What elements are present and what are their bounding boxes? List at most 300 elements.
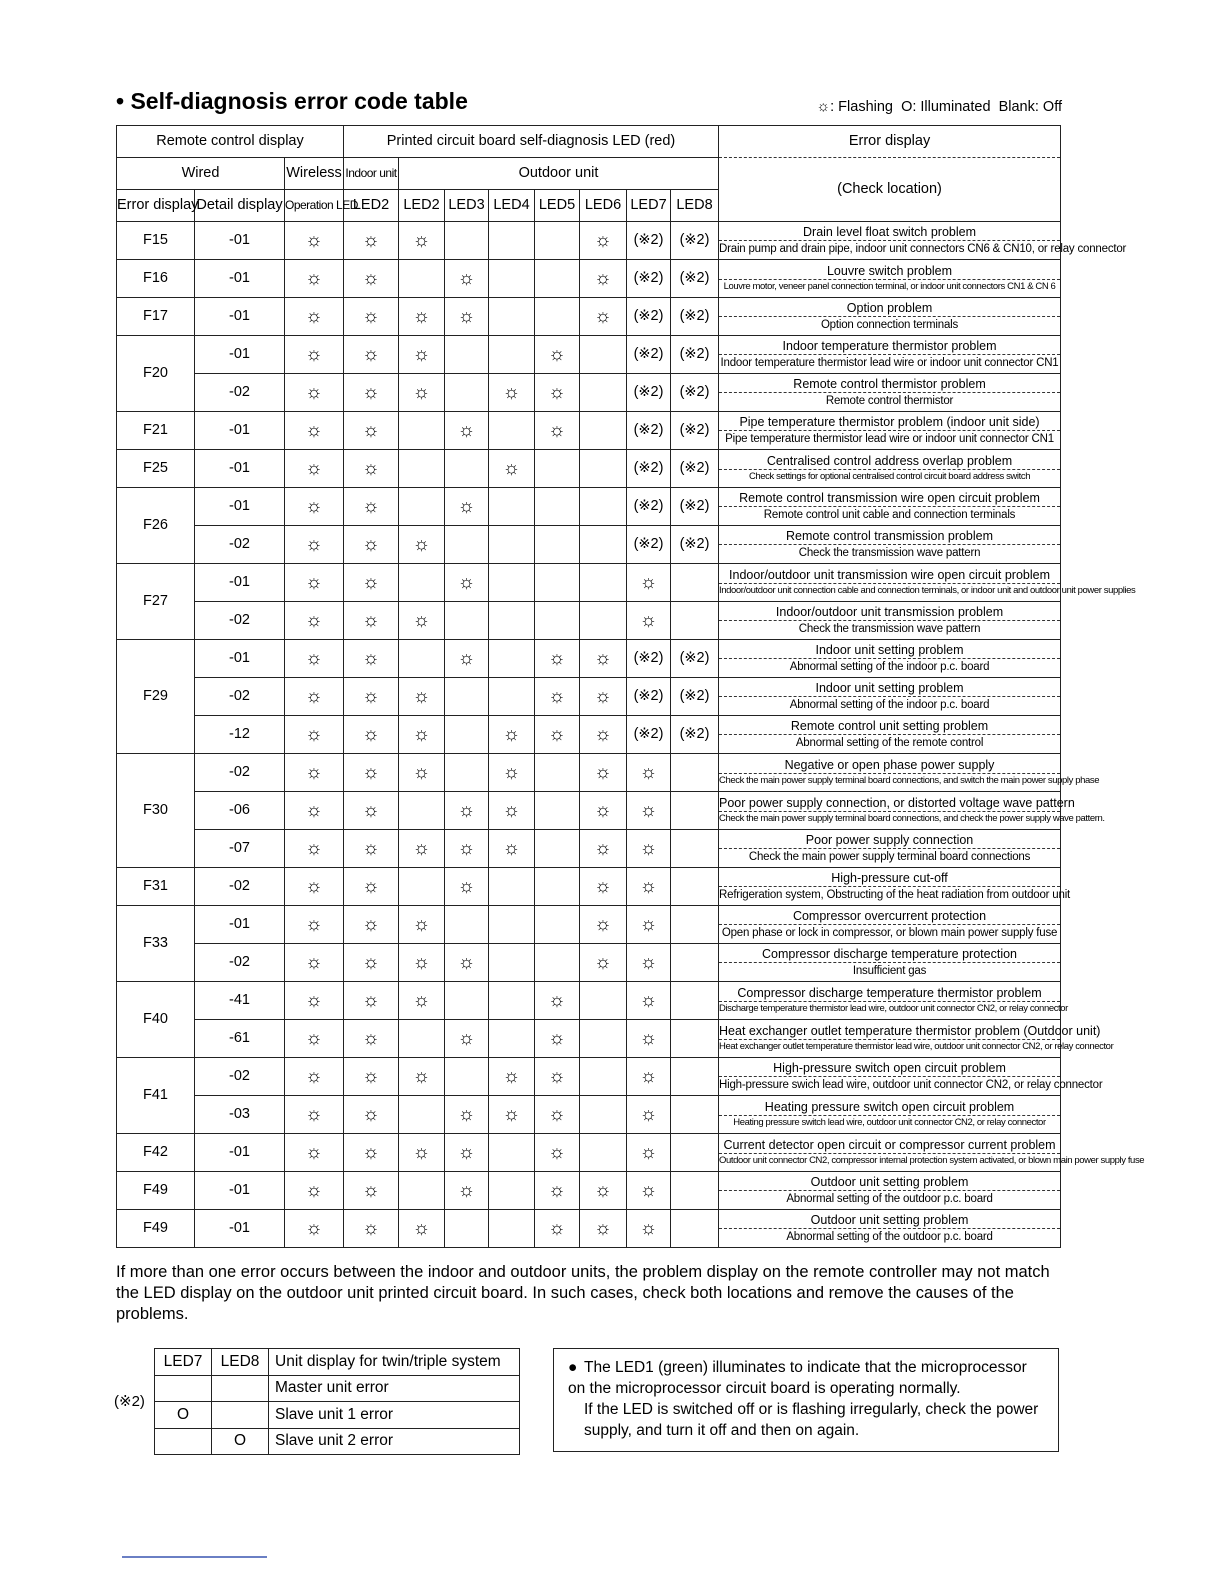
twin-header: LED8 xyxy=(212,1349,269,1376)
led-off-cell xyxy=(580,526,627,564)
check-location-text: Heat exchanger outlet temperature thermistor lead wire, outdoor unit connector CN2, or relay connector xyxy=(719,1041,1114,1053)
check-location-text: Louvre motor, veneer panel connection terminal, or indoor unit connectors CN1 & CN 6 xyxy=(723,281,1056,293)
flashing-led-icon: ☼ xyxy=(285,450,344,488)
flashing-led-icon: ☼ xyxy=(627,1096,671,1134)
led-off-cell xyxy=(399,260,445,298)
flashing-led-icon: ☼ xyxy=(535,1172,580,1210)
led-off-cell xyxy=(580,412,627,450)
led1-note-line2: If the LED is switched off or is flashing irregularly, check the power supply, and turn it off and then on again. xyxy=(584,1401,1039,1439)
led-off-cell xyxy=(445,374,489,412)
header-remote: Remote control display xyxy=(117,126,344,158)
led-off-cell xyxy=(671,754,719,792)
error-description xyxy=(719,906,1061,944)
twin-cell xyxy=(155,1428,212,1455)
problem-text: Indoor unit setting problem xyxy=(719,644,1060,659)
flashing-led-icon: ☼ xyxy=(344,1096,399,1134)
error-description xyxy=(719,830,1061,868)
led-off-cell xyxy=(671,1210,719,1248)
multiple-error-note: If more than one error occurs between the indoor and outdoor units, the problem display on the remote controller may not match the LED display on the outdoor unit printed circuit board. In such cases, check both locations and remove the causes of the problems. xyxy=(116,1263,1050,1323)
error-row xyxy=(117,1210,1061,1248)
led-off-cell xyxy=(399,564,445,602)
flashing-led-icon: ☼ xyxy=(344,830,399,868)
error-description xyxy=(719,1172,1061,1210)
led-off-cell xyxy=(535,830,580,868)
led-off-cell xyxy=(580,1058,627,1096)
flashing-led-icon: ☼ xyxy=(489,716,535,754)
error-description xyxy=(719,222,1127,260)
header-led-outdoor: LED3 xyxy=(445,190,489,222)
check-location-text: Discharge temperature thermistor lead wire, outdoor unit connector CN2, or relay connector xyxy=(719,1003,1068,1015)
error-row xyxy=(117,792,1061,830)
flashing-led-icon: ☼ xyxy=(285,1134,344,1172)
twin-note-mark: (※2) xyxy=(671,336,719,374)
error-row xyxy=(117,906,1061,944)
error-row xyxy=(117,450,1061,488)
twin-note-mark: (※2) xyxy=(671,526,719,564)
flashing-led-icon: ☼ xyxy=(535,374,580,412)
check-location-text: Check the transmission wave pattern xyxy=(798,623,981,636)
flashing-led-icon: ☼ xyxy=(580,716,627,754)
problem-text: Negative or open phase power supply xyxy=(719,759,1060,774)
header-led-outdoor: LED4 xyxy=(489,190,535,222)
flashing-led-icon: ☼ xyxy=(399,602,445,640)
header-check-location: (Check location) xyxy=(719,158,1061,222)
led-off-cell xyxy=(445,450,489,488)
error-description xyxy=(719,640,1061,678)
twin-note-mark: (※2) xyxy=(671,488,719,526)
led-off-cell xyxy=(399,1096,445,1134)
flashing-led-icon: ☼ xyxy=(399,336,445,374)
check-location-text: Check settings for optional centralised control circuit board address switch xyxy=(748,471,1031,483)
flashing-led-icon: ☼ xyxy=(627,868,671,906)
problem-text: Compressor discharge temperature thermistor problem xyxy=(719,987,1060,1002)
detail-code: -02 xyxy=(195,1058,285,1096)
check-location-text: Indoor temperature thermistor lead wire or indoor unit connector CN1 xyxy=(720,357,1059,370)
flashing-led-icon: ☼ xyxy=(285,716,344,754)
flashing-led-icon: ☼ xyxy=(285,488,344,526)
flashing-led-icon: ☼ xyxy=(627,830,671,868)
check-location-text: Outdoor unit connector CN2, compressor internal protection system activated, or blown main power supply fuse xyxy=(719,1155,1145,1167)
led-off-cell xyxy=(399,412,445,450)
flashing-led-icon: ☼ xyxy=(285,944,344,982)
problem-text: Compressor discharge temperature protection xyxy=(719,948,1060,963)
header-outdoor-unit: Outdoor unit xyxy=(399,158,719,190)
led-off-cell xyxy=(399,868,445,906)
flashing-led-icon: ☼ xyxy=(535,1058,580,1096)
led-off-cell xyxy=(671,602,719,640)
problem-text: Centralised control address overlap problem xyxy=(719,455,1060,470)
flashing-led-icon: ☼ xyxy=(344,488,399,526)
twin-note-mark: (※2) xyxy=(627,298,671,336)
problem-text: Remote control unit setting problem xyxy=(719,720,1060,735)
flashing-led-icon: ☼ xyxy=(344,1020,399,1058)
flashing-led-icon: ☼ xyxy=(580,678,627,716)
led-off-cell xyxy=(671,982,719,1020)
flashing-led-icon: ☼ xyxy=(580,260,627,298)
flashing-led-icon: ☼ xyxy=(344,260,399,298)
flashing-led-icon: ☼ xyxy=(535,1134,580,1172)
flashing-led-icon: ☼ xyxy=(445,488,489,526)
error-description xyxy=(719,1058,1103,1096)
error-row xyxy=(117,1172,1061,1210)
flashing-led-icon: ☼ xyxy=(285,678,344,716)
flashing-led-icon: ☼ xyxy=(399,1210,445,1248)
led-off-cell xyxy=(535,526,580,564)
error-row xyxy=(117,640,1061,678)
error-code: F26 xyxy=(117,488,195,564)
led-off-cell xyxy=(445,526,489,564)
detail-code: -01 xyxy=(195,1172,285,1210)
twin-header: Unit display for twin/triple system xyxy=(269,1349,520,1376)
led-off-cell xyxy=(671,1020,719,1058)
flashing-led-icon: ☼ xyxy=(627,1020,671,1058)
flashing-led-icon: ☼ xyxy=(535,1020,580,1058)
flashing-led-icon: ☼ xyxy=(445,830,489,868)
led-off-cell xyxy=(535,298,580,336)
twin-cell: O xyxy=(155,1402,212,1429)
led-off-cell xyxy=(445,754,489,792)
detail-code: -61 xyxy=(195,1020,285,1058)
twin-cell: Master unit error xyxy=(269,1375,520,1402)
led-off-cell xyxy=(489,1172,535,1210)
flashing-led-icon: ☼ xyxy=(285,1210,344,1248)
flashing-led-icon: ☼ xyxy=(344,1134,399,1172)
led-off-cell xyxy=(671,868,719,906)
error-code: F31 xyxy=(117,868,195,906)
footer-divider xyxy=(122,1556,267,1558)
flashing-led-icon: ☼ xyxy=(580,944,627,982)
error-code: F33 xyxy=(117,906,195,982)
error-row xyxy=(117,488,1061,526)
flashing-led-icon: ☼ xyxy=(285,336,344,374)
detail-code: -03 xyxy=(195,1096,285,1134)
problem-text: Remote control transmission problem xyxy=(719,530,1060,545)
twin-system-table xyxy=(154,1348,520,1455)
led-off-cell xyxy=(671,564,719,602)
flashing-led-icon: ☼ xyxy=(627,982,671,1020)
led-off-cell xyxy=(535,906,580,944)
error-row xyxy=(117,260,1061,298)
flashing-led-icon: ☼ xyxy=(489,792,535,830)
flashing-led-icon: ☼ xyxy=(285,982,344,1020)
problem-text: High-pressure switch open circuit problem xyxy=(719,1062,1060,1077)
twin-note-mark: (※2) xyxy=(671,222,719,260)
error-description xyxy=(719,336,1061,374)
flashing-led-icon: ☼ xyxy=(285,564,344,602)
flashing-led-icon: ☼ xyxy=(489,1058,535,1096)
led-off-cell xyxy=(489,412,535,450)
problem-text: Heat exchanger outlet temperature thermistor problem (Outdoor unit) xyxy=(719,1025,1060,1040)
flashing-led-icon: ☼ xyxy=(580,222,627,260)
problem-text: Compressor overcurrent protection xyxy=(719,910,1060,925)
header-wired: Wired xyxy=(117,158,285,190)
flashing-led-icon: ☼ xyxy=(445,412,489,450)
check-location-text: Check the main power supply terminal board connections, and switch the main power supply phase xyxy=(719,775,1100,787)
error-code: F17 xyxy=(117,298,195,336)
flashing-led-icon: ☼ xyxy=(344,564,399,602)
error-row xyxy=(117,336,1061,374)
flashing-led-icon: ☼ xyxy=(285,1020,344,1058)
detail-code: -06 xyxy=(195,792,285,830)
flashing-led-icon: ☼ xyxy=(344,602,399,640)
led-off-cell xyxy=(399,1020,445,1058)
flashing-led-icon: ☼ xyxy=(580,298,627,336)
error-description xyxy=(719,1096,1061,1134)
led-off-cell xyxy=(445,602,489,640)
twin-note-mark: (※2) xyxy=(627,640,671,678)
flashing-led-icon: ☼ xyxy=(344,792,399,830)
problem-text: Option problem xyxy=(719,302,1060,317)
check-location-text: Abnormal setting of the outdoor p.c. board xyxy=(786,1193,993,1206)
led-off-cell xyxy=(580,1020,627,1058)
error-row xyxy=(117,1096,1061,1134)
flashing-led-icon: ☼ xyxy=(399,830,445,868)
flashing-led-icon: ☼ xyxy=(489,754,535,792)
flashing-led-icon: ☼ xyxy=(285,602,344,640)
check-location-text: Refrigeration system, Obstructing of the heat radiation from outdoor unit xyxy=(719,889,1071,902)
led-off-cell xyxy=(445,906,489,944)
twin-note-mark: (※2) xyxy=(627,374,671,412)
led-off-cell xyxy=(489,906,535,944)
led-off-cell xyxy=(580,602,627,640)
header-detail-col: Detail display xyxy=(195,190,285,222)
led-off-cell xyxy=(489,944,535,982)
flashing-led-icon: ☼ xyxy=(399,982,445,1020)
error-row xyxy=(117,830,1061,868)
flashing-led-icon: ☼ xyxy=(285,906,344,944)
error-row xyxy=(117,602,1061,640)
flashing-led-icon: ☼ xyxy=(344,1210,399,1248)
led-off-cell xyxy=(489,298,535,336)
twin-note-mark: (※2) xyxy=(627,488,671,526)
problem-text: Current detector open circuit or compressor current problem xyxy=(719,1139,1060,1154)
led-off-cell xyxy=(489,602,535,640)
led-off-cell xyxy=(535,868,580,906)
flashing-led-icon: ☼ xyxy=(580,640,627,678)
problem-text: Heating pressure switch open circuit problem xyxy=(719,1101,1060,1116)
flashing-led-icon: ☼ xyxy=(535,640,580,678)
error-description xyxy=(719,1134,1145,1172)
header-error-col: Error display xyxy=(117,190,195,222)
problem-text: Remote control transmission wire open circuit problem xyxy=(719,492,1060,507)
flashing-led-icon: ☼ xyxy=(445,564,489,602)
flashing-led-icon: ☼ xyxy=(399,1058,445,1096)
bullet-icon: ● xyxy=(568,1359,578,1376)
detail-code: -01 xyxy=(195,298,285,336)
flashing-led-icon: ☼ xyxy=(445,260,489,298)
problem-text: Pipe temperature thermistor problem (indoor unit side) xyxy=(719,416,1060,431)
flashing-led-icon: ☼ xyxy=(580,1210,627,1248)
flashing-led-icon: ☼ xyxy=(344,1172,399,1210)
led-off-cell xyxy=(580,374,627,412)
twin-cell: Slave unit 2 error xyxy=(269,1428,520,1455)
flashing-led-icon: ☼ xyxy=(580,868,627,906)
error-code: F15 xyxy=(117,222,195,260)
led-off-cell xyxy=(671,906,719,944)
flashing-led-icon: ☼ xyxy=(445,1134,489,1172)
flashing-led-icon: ☼ xyxy=(344,982,399,1020)
check-location-text: Heating pressure switch lead wire, outdoor unit connector CN2, or relay connector xyxy=(733,1117,1046,1129)
flashing-led-icon: ☼ xyxy=(399,222,445,260)
flashing-led-icon: ☼ xyxy=(627,564,671,602)
flashing-led-icon: ☼ xyxy=(344,754,399,792)
flashing-led-icon: ☼ xyxy=(489,450,535,488)
led-off-cell xyxy=(489,526,535,564)
detail-code: -01 xyxy=(195,260,285,298)
check-location-text: Drain pump and drain pipe, indoor unit connectors CN6 & CN10, or relay connector xyxy=(719,243,1127,256)
led-off-cell xyxy=(489,488,535,526)
led-off-cell xyxy=(671,830,719,868)
led-off-cell xyxy=(535,488,580,526)
check-location-text: Abnormal setting of the remote control xyxy=(795,737,984,750)
problem-text: Louvre switch problem xyxy=(719,265,1060,280)
led-off-cell xyxy=(489,678,535,716)
header-led-outdoor: LED8 xyxy=(671,190,719,222)
flashing-led-icon: ☼ xyxy=(285,792,344,830)
error-row xyxy=(117,298,1061,336)
problem-text: Indoor/outdoor unit transmission wire open circuit problem xyxy=(719,569,1060,584)
header-operation-led: Operation LED xyxy=(285,190,344,222)
flashing-led-icon: ☼ xyxy=(285,260,344,298)
check-location-text: Option connection terminals xyxy=(820,319,959,332)
detail-code: -01 xyxy=(195,336,285,374)
twin-note-mark: (※2) xyxy=(671,678,719,716)
detail-code: -01 xyxy=(195,564,285,602)
check-location-text: Open phase or lock in compressor, or blown main power supply fuse xyxy=(721,927,1058,940)
led-off-cell xyxy=(399,1172,445,1210)
led-off-cell xyxy=(489,1134,535,1172)
error-row xyxy=(117,716,1061,754)
problem-text: Outdoor unit setting problem xyxy=(719,1214,1060,1229)
check-location-text: Check the main power supply terminal board connections xyxy=(748,851,1031,864)
twin-note-mark: (※2) xyxy=(671,260,719,298)
error-description xyxy=(719,754,1100,792)
error-description xyxy=(719,1020,1114,1058)
error-description xyxy=(719,260,1061,298)
flashing-led-icon: ☼ xyxy=(627,1172,671,1210)
flashing-led-icon: ☼ xyxy=(344,222,399,260)
page-title: • Self-diagnosis error code table xyxy=(116,88,468,114)
error-row xyxy=(117,412,1061,450)
led-off-cell xyxy=(489,222,535,260)
flash-icon: ☼ xyxy=(816,98,831,115)
error-code: F25 xyxy=(117,450,195,488)
led-off-cell xyxy=(489,868,535,906)
flashing-led-icon: ☼ xyxy=(399,944,445,982)
flashing-led-icon: ☼ xyxy=(344,716,399,754)
led-off-cell xyxy=(535,222,580,260)
led-off-cell xyxy=(671,1172,719,1210)
flashing-led-icon: ☼ xyxy=(285,222,344,260)
flashing-led-icon: ☼ xyxy=(535,982,580,1020)
detail-code: -02 xyxy=(195,868,285,906)
problem-text: Poor power supply connection xyxy=(719,834,1060,849)
twin-note-mark: (※2) xyxy=(627,678,671,716)
check-location-text: Insufficient gas xyxy=(852,965,927,978)
twin-cell: O xyxy=(212,1428,269,1455)
flashing-led-icon: ☼ xyxy=(399,906,445,944)
flashing-led-icon: ☼ xyxy=(344,1058,399,1096)
flashing-led-icon: ☼ xyxy=(489,374,535,412)
flashing-led-icon: ☼ xyxy=(445,298,489,336)
twin-note-mark: (※2) xyxy=(671,298,719,336)
header-led-outdoor: LED5 xyxy=(535,190,580,222)
problem-text: Drain level float switch problem xyxy=(719,226,1060,241)
problem-text: High-pressure cut-off xyxy=(719,872,1060,887)
flashing-led-icon: ☼ xyxy=(580,1172,627,1210)
error-code: F42 xyxy=(117,1134,195,1172)
check-location-text: Abnormal setting of the outdoor p.c. board xyxy=(786,1231,993,1244)
header-indoor-unit: Indoor unit xyxy=(344,158,399,190)
flashing-led-icon: ☼ xyxy=(399,1134,445,1172)
error-code: F21 xyxy=(117,412,195,450)
flashing-led-icon: ☼ xyxy=(344,944,399,982)
detail-code: -02 xyxy=(195,678,285,716)
flashing-led-icon: ☼ xyxy=(580,754,627,792)
led-off-cell xyxy=(535,450,580,488)
detail-code: -41 xyxy=(195,982,285,1020)
detail-code: -02 xyxy=(195,526,285,564)
flashing-led-icon: ☼ xyxy=(627,906,671,944)
error-description xyxy=(719,602,1061,640)
led-off-cell xyxy=(489,336,535,374)
flashing-led-icon: ☼ xyxy=(344,336,399,374)
flashing-led-icon: ☼ xyxy=(445,640,489,678)
detail-code: -01 xyxy=(195,640,285,678)
check-location-text: Remote control unit cable and connection terminals xyxy=(763,509,1016,522)
led-off-cell xyxy=(399,792,445,830)
flashing-led-icon: ☼ xyxy=(535,1210,580,1248)
check-location-text: Indoor/outdoor unit connection cable and connection terminals, or indoor unit and outdoor unit power supplies xyxy=(719,585,1136,597)
twin-note-mark: (※2) xyxy=(627,222,671,260)
detail-code: -01 xyxy=(195,450,285,488)
legend xyxy=(816,98,1062,115)
flashing-led-icon: ☼ xyxy=(535,412,580,450)
twin-note-mark: (※2) xyxy=(671,450,719,488)
problem-text: Poor power supply connection, or distorted voltage wave pattern xyxy=(719,797,1060,812)
flashing-led-icon: ☼ xyxy=(445,1020,489,1058)
error-description xyxy=(719,868,1071,906)
twin-note-mark: (※2) xyxy=(671,374,719,412)
flashing-led-icon: ☼ xyxy=(399,374,445,412)
led-off-cell xyxy=(671,1096,719,1134)
flashing-led-icon: ☼ xyxy=(285,754,344,792)
twin-note-mark: (※2) xyxy=(627,450,671,488)
flashing-led-icon: ☼ xyxy=(285,1096,344,1134)
led-off-cell xyxy=(489,260,535,298)
flashing-led-icon: ☼ xyxy=(285,640,344,678)
error-code: F20 xyxy=(117,336,195,412)
led-off-cell xyxy=(535,564,580,602)
error-description xyxy=(719,412,1061,450)
flashing-led-icon: ☼ xyxy=(445,1172,489,1210)
flashing-led-icon: ☼ xyxy=(445,868,489,906)
detail-code: -02 xyxy=(195,944,285,982)
detail-code: -02 xyxy=(195,754,285,792)
detail-code: -02 xyxy=(195,602,285,640)
check-location-text: Abnormal setting of the indoor p.c. board xyxy=(789,661,990,674)
twin-header: LED7 xyxy=(155,1349,212,1376)
error-description xyxy=(719,450,1061,488)
flashing-led-icon: ☼ xyxy=(580,830,627,868)
flashing-led-icon: ☼ xyxy=(627,1058,671,1096)
led-off-cell xyxy=(445,982,489,1020)
detail-code: -01 xyxy=(195,412,285,450)
detail-code: -07 xyxy=(195,830,285,868)
header-led-outdoor: LED6 xyxy=(580,190,627,222)
led-off-cell xyxy=(489,640,535,678)
twin-cell: Slave unit 1 error xyxy=(269,1402,520,1429)
